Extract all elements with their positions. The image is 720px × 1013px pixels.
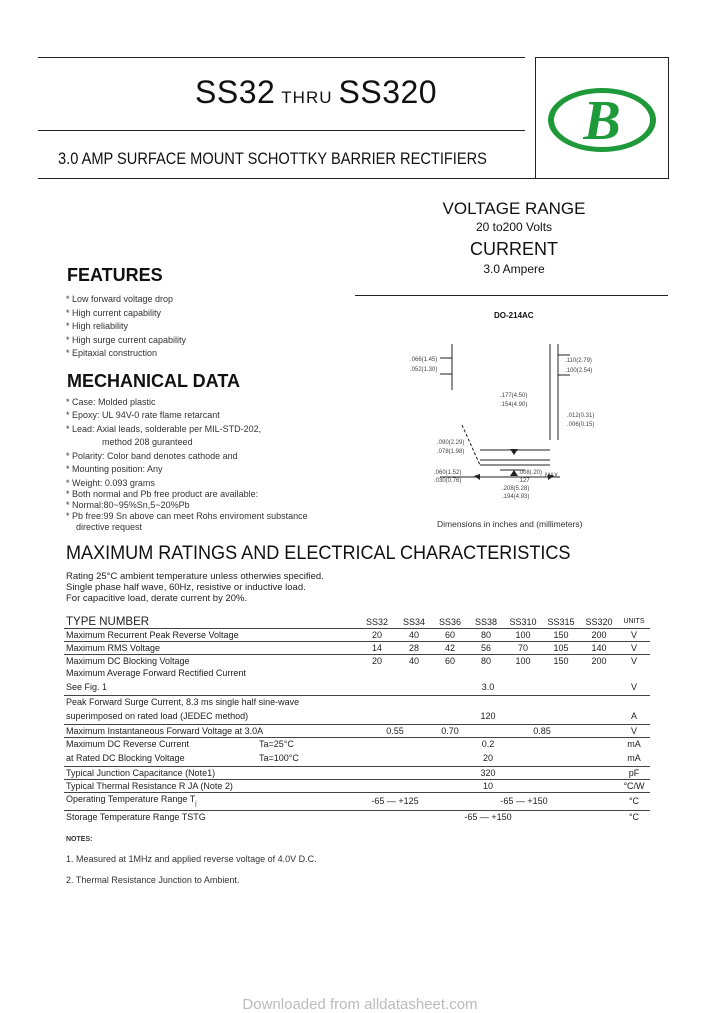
feature-item: * High reliability <box>66 321 129 331</box>
table-row <box>64 780 650 793</box>
table-cell: V <box>618 629 650 642</box>
table-cell: 0.2 <box>481 739 495 749</box>
table-cell: 70 <box>504 642 542 655</box>
table-cell: 100 <box>504 629 542 642</box>
current-heading: CURRENT <box>470 239 558 259</box>
table-row <box>64 750 650 767</box>
table-header-cell: SS32 <box>358 616 396 629</box>
table-cell: mA <box>627 739 641 749</box>
ir-condition: Ta=100°C <box>259 753 299 763</box>
table-cell: 60 <box>432 629 468 642</box>
range-rule <box>355 295 668 296</box>
dimension-label: .012(0.31) <box>567 413 595 419</box>
logo-letter: B <box>583 90 621 152</box>
page-subtitle: 3.0 AMP SURFACE MOUNT SCHOTTKY BARRIER RECTIFIERS <box>58 149 487 168</box>
table-header-cell: SS38 <box>468 616 504 629</box>
table-row <box>64 655 650 668</box>
table-cell: 60 <box>444 656 455 666</box>
package-name: DO-214AC <box>494 311 534 320</box>
mechanical-item: method 208 guranteed <box>102 437 193 447</box>
table-cell: V <box>618 642 650 655</box>
table-cell: °C <box>628 811 640 822</box>
brand-logo <box>546 86 658 154</box>
dimension-label: .177(4.50) <box>500 393 528 399</box>
table-cell: 80 <box>468 629 504 642</box>
notes-heading: NOTES: <box>66 836 93 843</box>
table-cell: 0.85 <box>504 725 580 738</box>
dimension-label: .030(0.76) <box>434 478 462 484</box>
dimension-label: .006(0.15) <box>567 422 595 428</box>
table-cell: Maximum Recurrent Peak Reverse Voltage <box>64 629 358 642</box>
table-row <box>64 679 650 696</box>
table-row <box>64 642 650 655</box>
table-cell: V <box>618 725 650 738</box>
ir-label: at Rated DC Blocking Voltage <box>66 753 185 763</box>
table-cell: 200 <box>591 656 607 666</box>
table-cell: 80 <box>480 656 491 666</box>
table-header-cell: SS34 <box>396 616 432 629</box>
table-cell: superimposed on rated load (JEDEC method) <box>64 708 358 725</box>
table-row <box>64 738 650 751</box>
table-cell: -65 — +125 <box>358 793 432 811</box>
rating-condition: For capacitive load, derate current by 20%. <box>66 593 248 604</box>
table-header-row <box>64 616 650 629</box>
table-cell: Peak Forward Surge Current, 8.3 ms single half sine-wave <box>66 697 300 707</box>
voltage-range-heading: VOLTAGE RANGE <box>442 199 586 218</box>
voltage-range-value: 20 to200 Volts <box>475 220 553 234</box>
dimension-label: .008(.20) <box>518 470 543 476</box>
table-cell <box>64 738 358 751</box>
characteristics-table <box>64 616 650 823</box>
table-row <box>64 629 650 642</box>
dimension-label: .100(2.54) <box>565 368 593 374</box>
dimension-label: .052(1.30) <box>410 367 438 373</box>
table-cell: See Fig. 1 <box>64 679 358 696</box>
rating-condition: Rating 25°C ambient temperature unless otherwies specified. <box>66 571 324 582</box>
table-row <box>64 708 650 725</box>
table-cell: Maximum Average Forward Rectified Current <box>66 668 246 678</box>
dimension-label: .060(1.52) <box>434 470 462 476</box>
table-cell: 20 <box>358 629 396 642</box>
table-cell: V <box>618 679 650 696</box>
table-cell: -65 — +150 <box>464 811 512 822</box>
dimension-label: .127 <box>518 478 530 484</box>
table-cell: 150 <box>553 656 569 666</box>
dimension-label: .066(1.45) <box>410 357 438 363</box>
table-row <box>64 696 650 709</box>
mechanical-item: * Weight: 0.093 grams <box>66 478 155 488</box>
table-cell: Maximum Instantaneous Forward Voltage at 3.0A <box>64 725 358 738</box>
page-title <box>195 74 437 111</box>
feature-item: * High current capability <box>66 308 162 318</box>
mechanical-item: * Mounting position: Any <box>66 464 163 474</box>
dimension-label: .154(4.90) <box>500 402 528 408</box>
table-header-cell: SS310 <box>504 616 542 629</box>
table-cell: 28 <box>396 642 432 655</box>
ratings-heading: MAXIMUM RATINGS AND ELECTRICAL CHARACTERISTICS <box>66 543 571 564</box>
table-cell: 10 <box>358 780 618 793</box>
title-thru: THRU <box>281 88 333 107</box>
feature-item: * Low forward voltage drop <box>66 294 174 304</box>
table-cell: pF <box>618 767 650 780</box>
mechanical-item: * Polarity: Color band denotes cathode and <box>66 451 238 461</box>
top-label-sub: j <box>195 800 197 807</box>
table-header-cell: TYPE NUMBER <box>64 616 358 629</box>
table-cell: °C/W <box>618 780 650 793</box>
table-cell: 56 <box>468 642 504 655</box>
logo-box-top <box>535 57 668 58</box>
note-item: 1. Measured at 1MHz and applied reverse voltage of 4.0V D.C. <box>66 854 317 864</box>
feature-item: * Epitaxial construction <box>66 348 158 358</box>
table-cell: 0.70 <box>432 725 468 738</box>
logo-box-left <box>535 57 536 179</box>
table-cell: 320 <box>358 767 618 780</box>
table-cell: 14 <box>358 642 396 655</box>
table-cell: 20 <box>358 750 618 767</box>
mechanical-item: * Pb free:99 Sn above can meet Rohs enviroment substance <box>66 511 308 521</box>
table-cell: mA <box>618 750 650 767</box>
feature-item: * High surge current capability <box>66 335 187 345</box>
table-cell: V <box>630 656 637 666</box>
table-row <box>64 810 650 823</box>
package-caption: Dimensions in inches and (millimeters) <box>437 519 583 529</box>
mechanical-item: directive request <box>76 522 143 532</box>
table-cell <box>64 793 358 811</box>
dimension-label: .208(5.28) <box>502 486 530 492</box>
title-right: SS320 <box>338 74 438 110</box>
table-cell: 100 <box>515 656 531 666</box>
table-cell: A <box>618 708 650 725</box>
table-cell: 3.0 <box>358 679 618 696</box>
table-header-cell: UNITS <box>618 616 650 629</box>
mechanical-item: * Normal:80~95%Sn,5~20%Pb <box>66 500 190 510</box>
table-cell: 120 <box>358 708 618 725</box>
current-value: 3.0 Ampere <box>483 262 545 276</box>
ir-condition: Ta=25°C <box>259 739 294 749</box>
mechanical-item: * Lead: Axial leads, solderable per MIL-STD-202, <box>66 424 262 434</box>
header-top-rule <box>38 57 525 58</box>
table-cell: 140 <box>580 642 618 655</box>
table-cell: Storage Temperature Range TSTG <box>66 811 206 822</box>
mechanical-item: * Both normal and Pb free product are available: <box>66 489 259 499</box>
table-row <box>64 725 650 738</box>
table-cell: Maximum RMS Voltage <box>64 642 358 655</box>
logo-box-right <box>668 57 669 179</box>
mechanical-item: * Epoxy: UL 94V-0 rate flame retarcant <box>66 410 220 420</box>
table-cell: °C <box>618 793 650 811</box>
table-header-cell: SS36 <box>432 616 468 629</box>
table-cell: 40 <box>408 656 419 666</box>
top-label: Operating Temperature Range T <box>66 794 196 804</box>
table-cell: 200 <box>580 629 618 642</box>
logo-svg <box>546 86 658 154</box>
mechanical-heading: MECHANICAL DATA <box>67 371 240 391</box>
table-cell: 150 <box>542 629 580 642</box>
dimension-label: .078(1.98) <box>437 449 465 455</box>
table-cell: Typical Thermal Resistance R JA (Note 2) <box>64 780 358 793</box>
table-cell: Maximum DC Blocking Voltage <box>66 656 190 666</box>
table-cell: Typical Junction Capacitance (Note1) <box>64 767 358 780</box>
title-left: SS32 <box>195 74 276 110</box>
dimension-label: MAX. <box>545 473 560 479</box>
header-mid-rule <box>38 130 525 131</box>
dimension-label: .194(4.93) <box>502 494 530 500</box>
table-row <box>64 667 650 679</box>
table-row <box>64 793 650 811</box>
rating-condition: Single phase half wave, 60Hz, resistive or inductive load. <box>66 582 306 593</box>
header-bottom-rule <box>38 178 668 179</box>
dimension-label: .090(2.29) <box>437 440 465 446</box>
ir-label: Maximum DC Reverse Current <box>66 739 190 749</box>
mechanical-item: * Case: Molded plastic <box>66 397 156 407</box>
table-cell: 40 <box>396 629 432 642</box>
table-cell: 105 <box>542 642 580 655</box>
table-cell: 20 <box>371 656 382 666</box>
table-header-cell: SS320 <box>580 616 618 629</box>
table-header-cell: SS315 <box>542 616 580 629</box>
table-row <box>64 767 650 780</box>
download-watermark: Downloaded from alldatasheet.com <box>242 996 478 1013</box>
table-cell: -65 — +150 <box>468 793 580 811</box>
table-cell <box>64 750 358 767</box>
table-cell: 0.55 <box>358 725 432 738</box>
note-item: 2. Thermal Resistance Junction to Ambient. <box>66 875 240 885</box>
features-heading: FEATURES <box>67 265 163 285</box>
table-cell: 42 <box>432 642 468 655</box>
dimension-label: .110(2.79) <box>565 358 592 364</box>
